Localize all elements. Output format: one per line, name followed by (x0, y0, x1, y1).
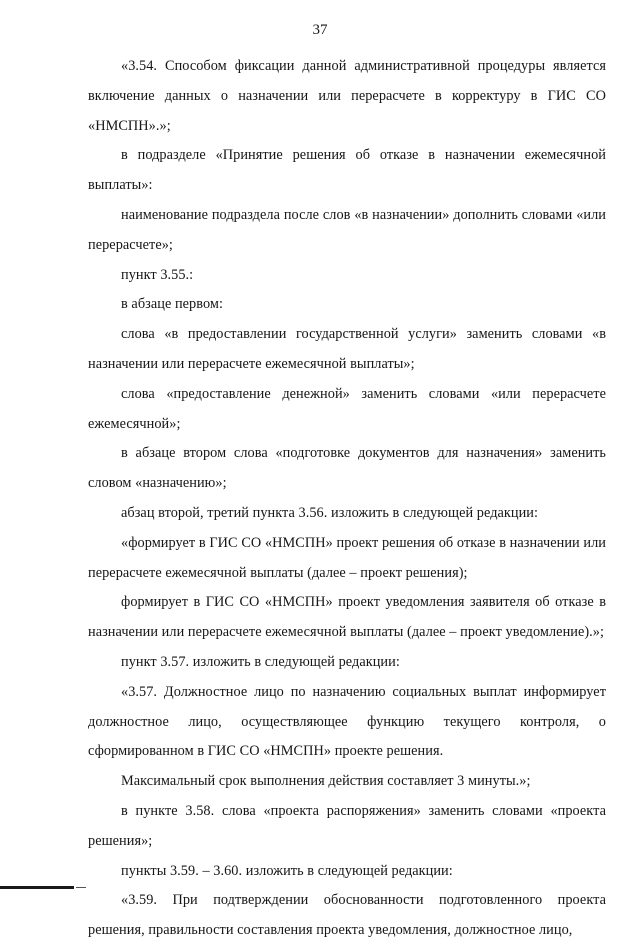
paragraph-item-3-55: пункт 3.55.: (121, 266, 194, 283)
footer-rule-tail (76, 887, 86, 888)
paragraph-subsection-refusal: в подразделе «Принятие решения об отказе в назначении ежемесячной выплаты»: (88, 147, 606, 194)
paragraph-max-time: Максимальный срок выполнения действия составляет 3 минуты.»; (121, 773, 531, 790)
paragraph-words-state-service: слова «в предоставлении государственной услуги» заменить словами «в назначении или перерасчете ежемесячной выплаты»; (88, 326, 606, 372)
page-number: 37 (312, 22, 328, 38)
paragraph-forms-notification: формирует в ГИС СО «НМСПН» проект уведомления заявителя об отказе в назначении или перерасчете ежемесячной выплаты (далее – проект уведомление).»; (88, 594, 606, 641)
footer-rule (0, 886, 74, 889)
paragraph-item-3-57: пункт 3.57. изложить в следующей редакции: (121, 653, 400, 670)
paragraph-words-cash: слова «предоставление денежной» заменить словами «или перерасчете ежемесячной»; (88, 385, 606, 432)
paragraph-3-54: «3.54. Способом фиксации данной административной процедуры является включение данных о назначении или перерасчете в корректуру в ГИС СО «НМСПН».»; (88, 58, 606, 134)
paragraph-first-indent: в абзаце первом: (121, 296, 224, 313)
paragraph-item-3-56: абзац второй, третий пункта 3.56. изложить в следующей редакции: (121, 504, 539, 521)
paragraph-forms-decision: «формирует в ГИС СО «НМСПН» проект решения об отказе в назначении или перерасчете ежемесячной выплаты (далее – проект решения); (88, 534, 606, 581)
paragraph-3-57-text: «3.57. Должностное лицо по назначению социальных выплат информирует должностное лицо, осуществляющее функцию текущего контроля, о сформированном в ГИС СО «НМСПН» проекте решения. (88, 683, 606, 760)
paragraph-item-3-58: в пункте 3.58. слова «проекта распоряжения» заменить словами «проекта решения»; (88, 802, 606, 849)
paragraph-3-59-text: «3.59. При подтверждении обоснованности подготовленного проекта решения, правильности составления проекта уведомления, должностное лицо, (88, 892, 606, 939)
document-body (88, 52, 606, 946)
paragraph-subsection-title: наименование подраздела после слов «в назначении» дополнить словами «или перерасчете»; (88, 206, 606, 253)
paragraph-items-3-59-3-60: пункты 3.59. – 3.60. изложить в следующей редакции: (121, 862, 453, 879)
paragraph-second-indent: в абзаце втором слова «подготовке документов для назначения» заменить словом «назначению»; (88, 445, 606, 492)
